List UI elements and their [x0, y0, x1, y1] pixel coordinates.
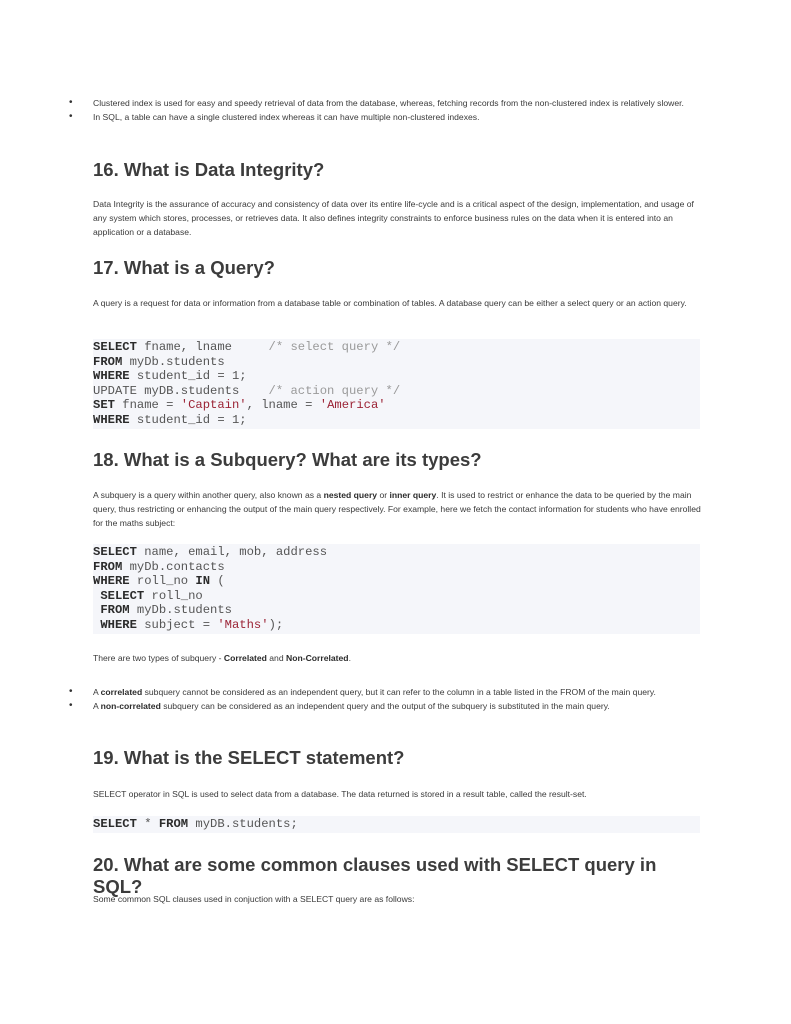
list-item: • In SQL, a table can have a single clustered index whereas it can have multiple non-clustered indexes. [69, 111, 480, 122]
list-item: • Clustered index is used for easy and speedy retrieval of data from the database, whereas, fetching records from the non-clustered index is relatively slower. [69, 97, 684, 108]
section-heading-19: 19. What is the SELECT statement? [93, 747, 405, 768]
code-block-subquery: SELECT name, email, mob, address FROM myDb.contacts WHERE roll_no IN ( SELECT roll_no FROM myDb.students WHERE subject = 'Maths'); [93, 544, 700, 634]
section-body-16: Data Integrity is the assurance of accuracy and consistency of data over its entire life-cycle and is a critical aspect of the design, implementation, and usage of any system which stores, processes, or retrieves data. It also defines integrity constraints to enforce business rules on the data when it is entered into an application or a database. [93, 199, 694, 237]
bullet-icon: • [69, 700, 73, 711]
subquery-types-text: There are two types of subquery - Correlated and Non-Correlated. [93, 653, 351, 663]
section-body-17: A query is a request for data or information from a database table or combination of tables. A database query can be either a select query or an action query. [93, 298, 687, 308]
code-block-query: SELECT fname, lname /* select query */ FROM myDb.students WHERE student_id = 1; UPDATE myDB.students /* action query */ SET fname = 'Captain', lname = 'America' WHERE student_id = 1; [93, 339, 700, 429]
list-item: • A non-correlated subquery can be considered as an independent query and the output of the subquery is substituted in the main query. [69, 700, 610, 711]
code-block-select: SELECT * FROM myDB.students; [93, 816, 700, 833]
section-body-18: A subquery is a query within another query, also known as a nested query or inner query. It is used to restrict or enhance the data to be queried by the main query, thus restricting or enhancing the output of the main query respectively. For example, here we fetch the contact information for students who have enrolled for the maths subject: [93, 490, 701, 528]
top-bullet-list [69, 96, 703, 124]
section-body-19: SELECT operator in SQL is used to select data from a database. The data returned is stored in a result table, called the result-set. [93, 789, 587, 799]
section-heading-17: 17. What is a Query? [93, 257, 275, 278]
bullet-icon: • [69, 97, 73, 108]
section-heading-18: 18. What is a Subquery? What are its types? [93, 449, 482, 470]
section-body-20: Some common SQL clauses used in conjuction with a SELECT query are as follows: [93, 894, 415, 904]
subquery-types-list [69, 685, 703, 713]
bullet-icon: • [69, 111, 73, 122]
section-heading-16: 16. What is Data Integrity? [93, 159, 325, 180]
list-item: • A correlated subquery cannot be considered as an independent query, but it can refer to the column in a table listed in the FROM of the main query. [69, 686, 656, 697]
bullet-icon: • [69, 686, 73, 697]
section-heading-20: 20. What are some common clauses used with SELECT query in SQL? [93, 854, 657, 897]
